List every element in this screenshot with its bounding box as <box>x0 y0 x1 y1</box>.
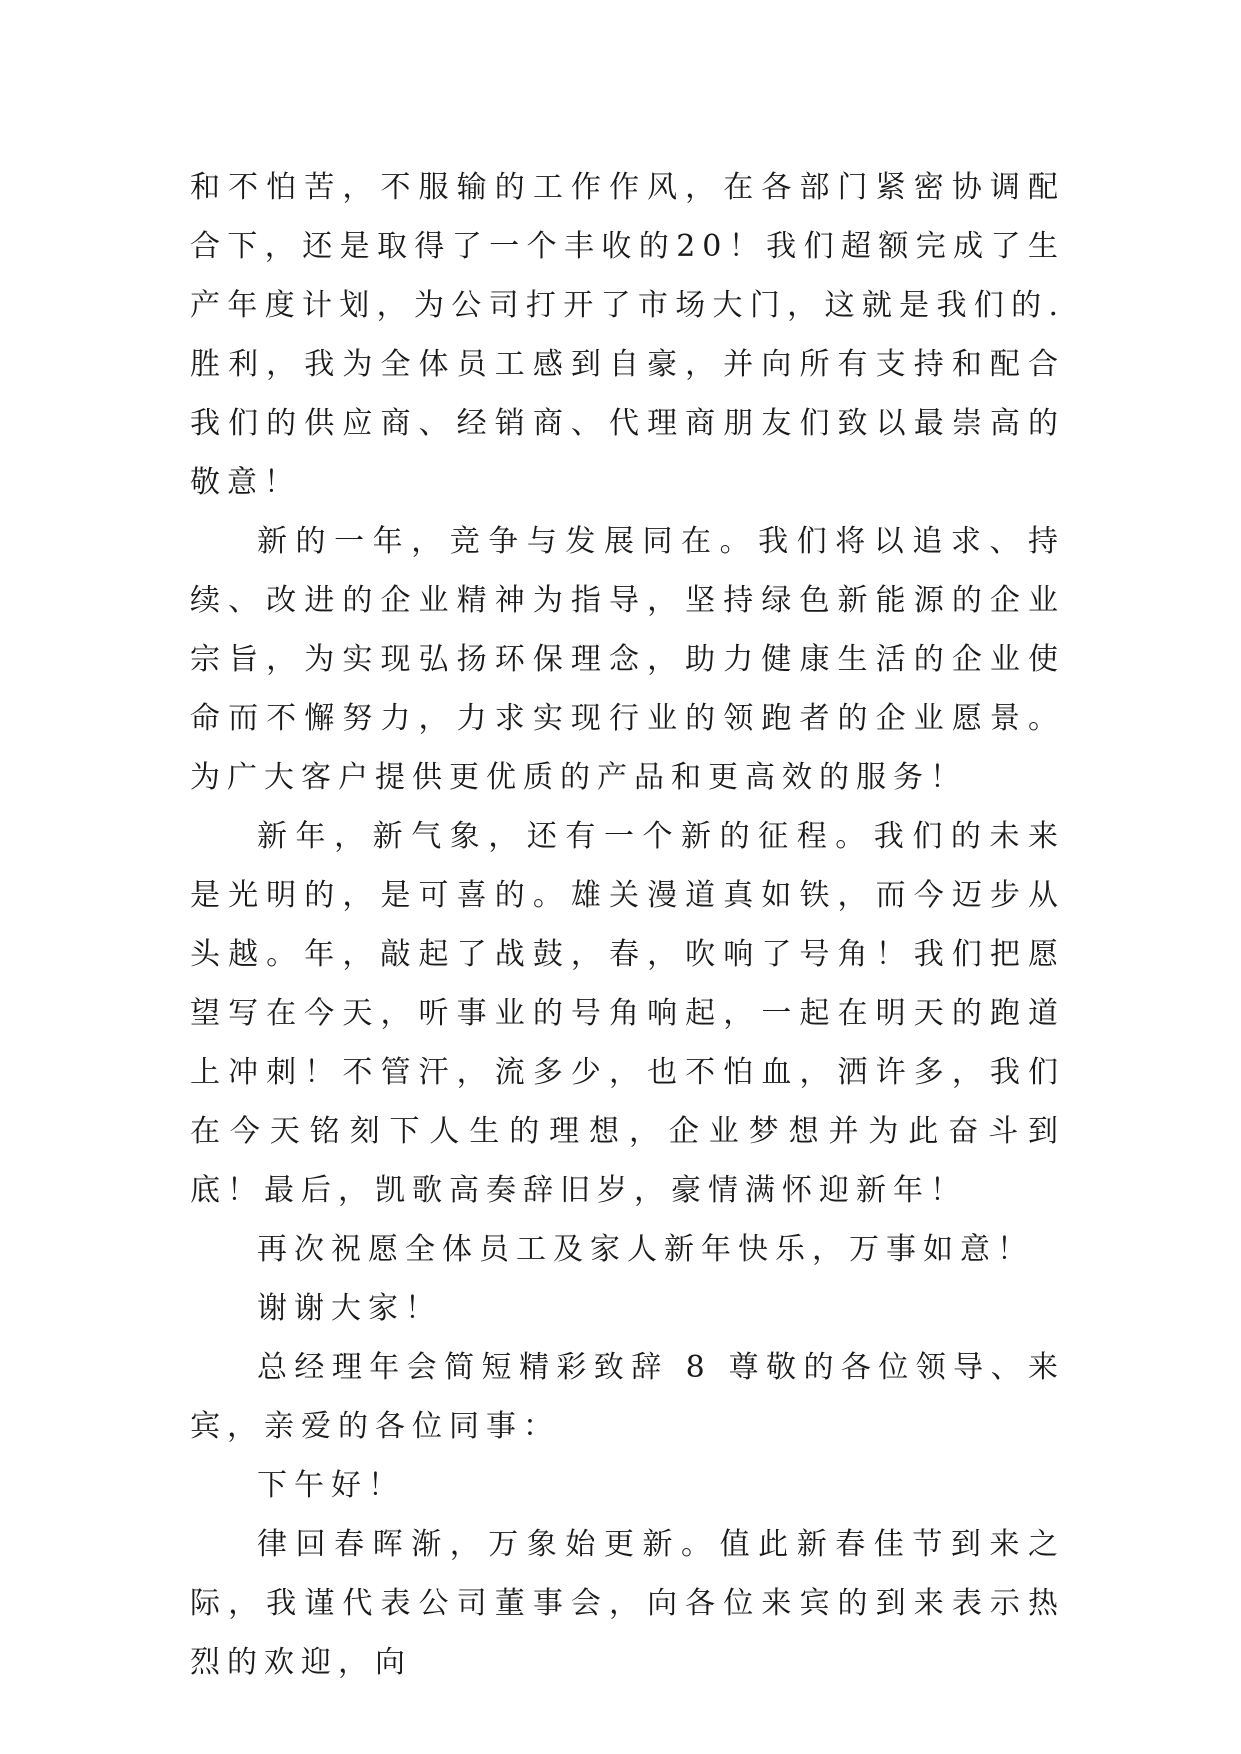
document-body <box>190 158 1065 1692</box>
paragraph: 新年，新气象，还有一个新的征程。我们的未来是光明的，是可喜的。雄关漫道真如铁，而今迈步从头越。年，敲起了战鼓，春，吹响了号角！我们把愿望写在今天，听事业的号角响起，一起在明天的跑道上冲刺！不管汗，流多少，也不怕血，洒许多，我们在今天铭刻下人生的理想，企业梦想并为此奋斗到底！最后，凯歌高奏辞旧岁，豪情满怀迎新年！ <box>190 819 1065 1208</box>
paragraph: 新的一年，竞争与发展同在。我们将以追求、持续、改进的企业精神为指导，坚持绿色新能源的企业宗旨，为实现弘扬环保理念，助力健康生活的企业使命而不懈努力，力求实现行业的领跑者的企业愿景。为广大客户提供更优质的产品和更高效的服务！ <box>190 524 1065 795</box>
paragraph: 再次祝愿全体员工及家人新年快乐，万事如意！ <box>257 1232 1034 1267</box>
paragraph: 律回春晖渐，万象始更新。值此新春佳节到来之际，我谨代表公司董事会，向各位来宾的到来表示热烈的欢迎，向 <box>190 1527 1065 1680</box>
paragraph: 总经理年会简短精彩致辞 8 尊敬的各位领导、来宾，亲爱的各位同事： <box>190 1350 1065 1444</box>
paragraph: 谢谢大家！ <box>257 1291 442 1326</box>
paragraph: 和不怕苦，不服输的工作作风，在各部门紧密协调配合下，还是取得了一个丰收的20！我们超额完成了生产年度计划，为公司打开了市场大门，这就是我们的.胜利，我为全体员工感到自豪，并向所有支持和配合我们的供应商、经销商、代理商朋友们致以最崇高的敬意！ <box>190 170 1065 500</box>
paragraph: 下午好！ <box>257 1468 405 1503</box>
